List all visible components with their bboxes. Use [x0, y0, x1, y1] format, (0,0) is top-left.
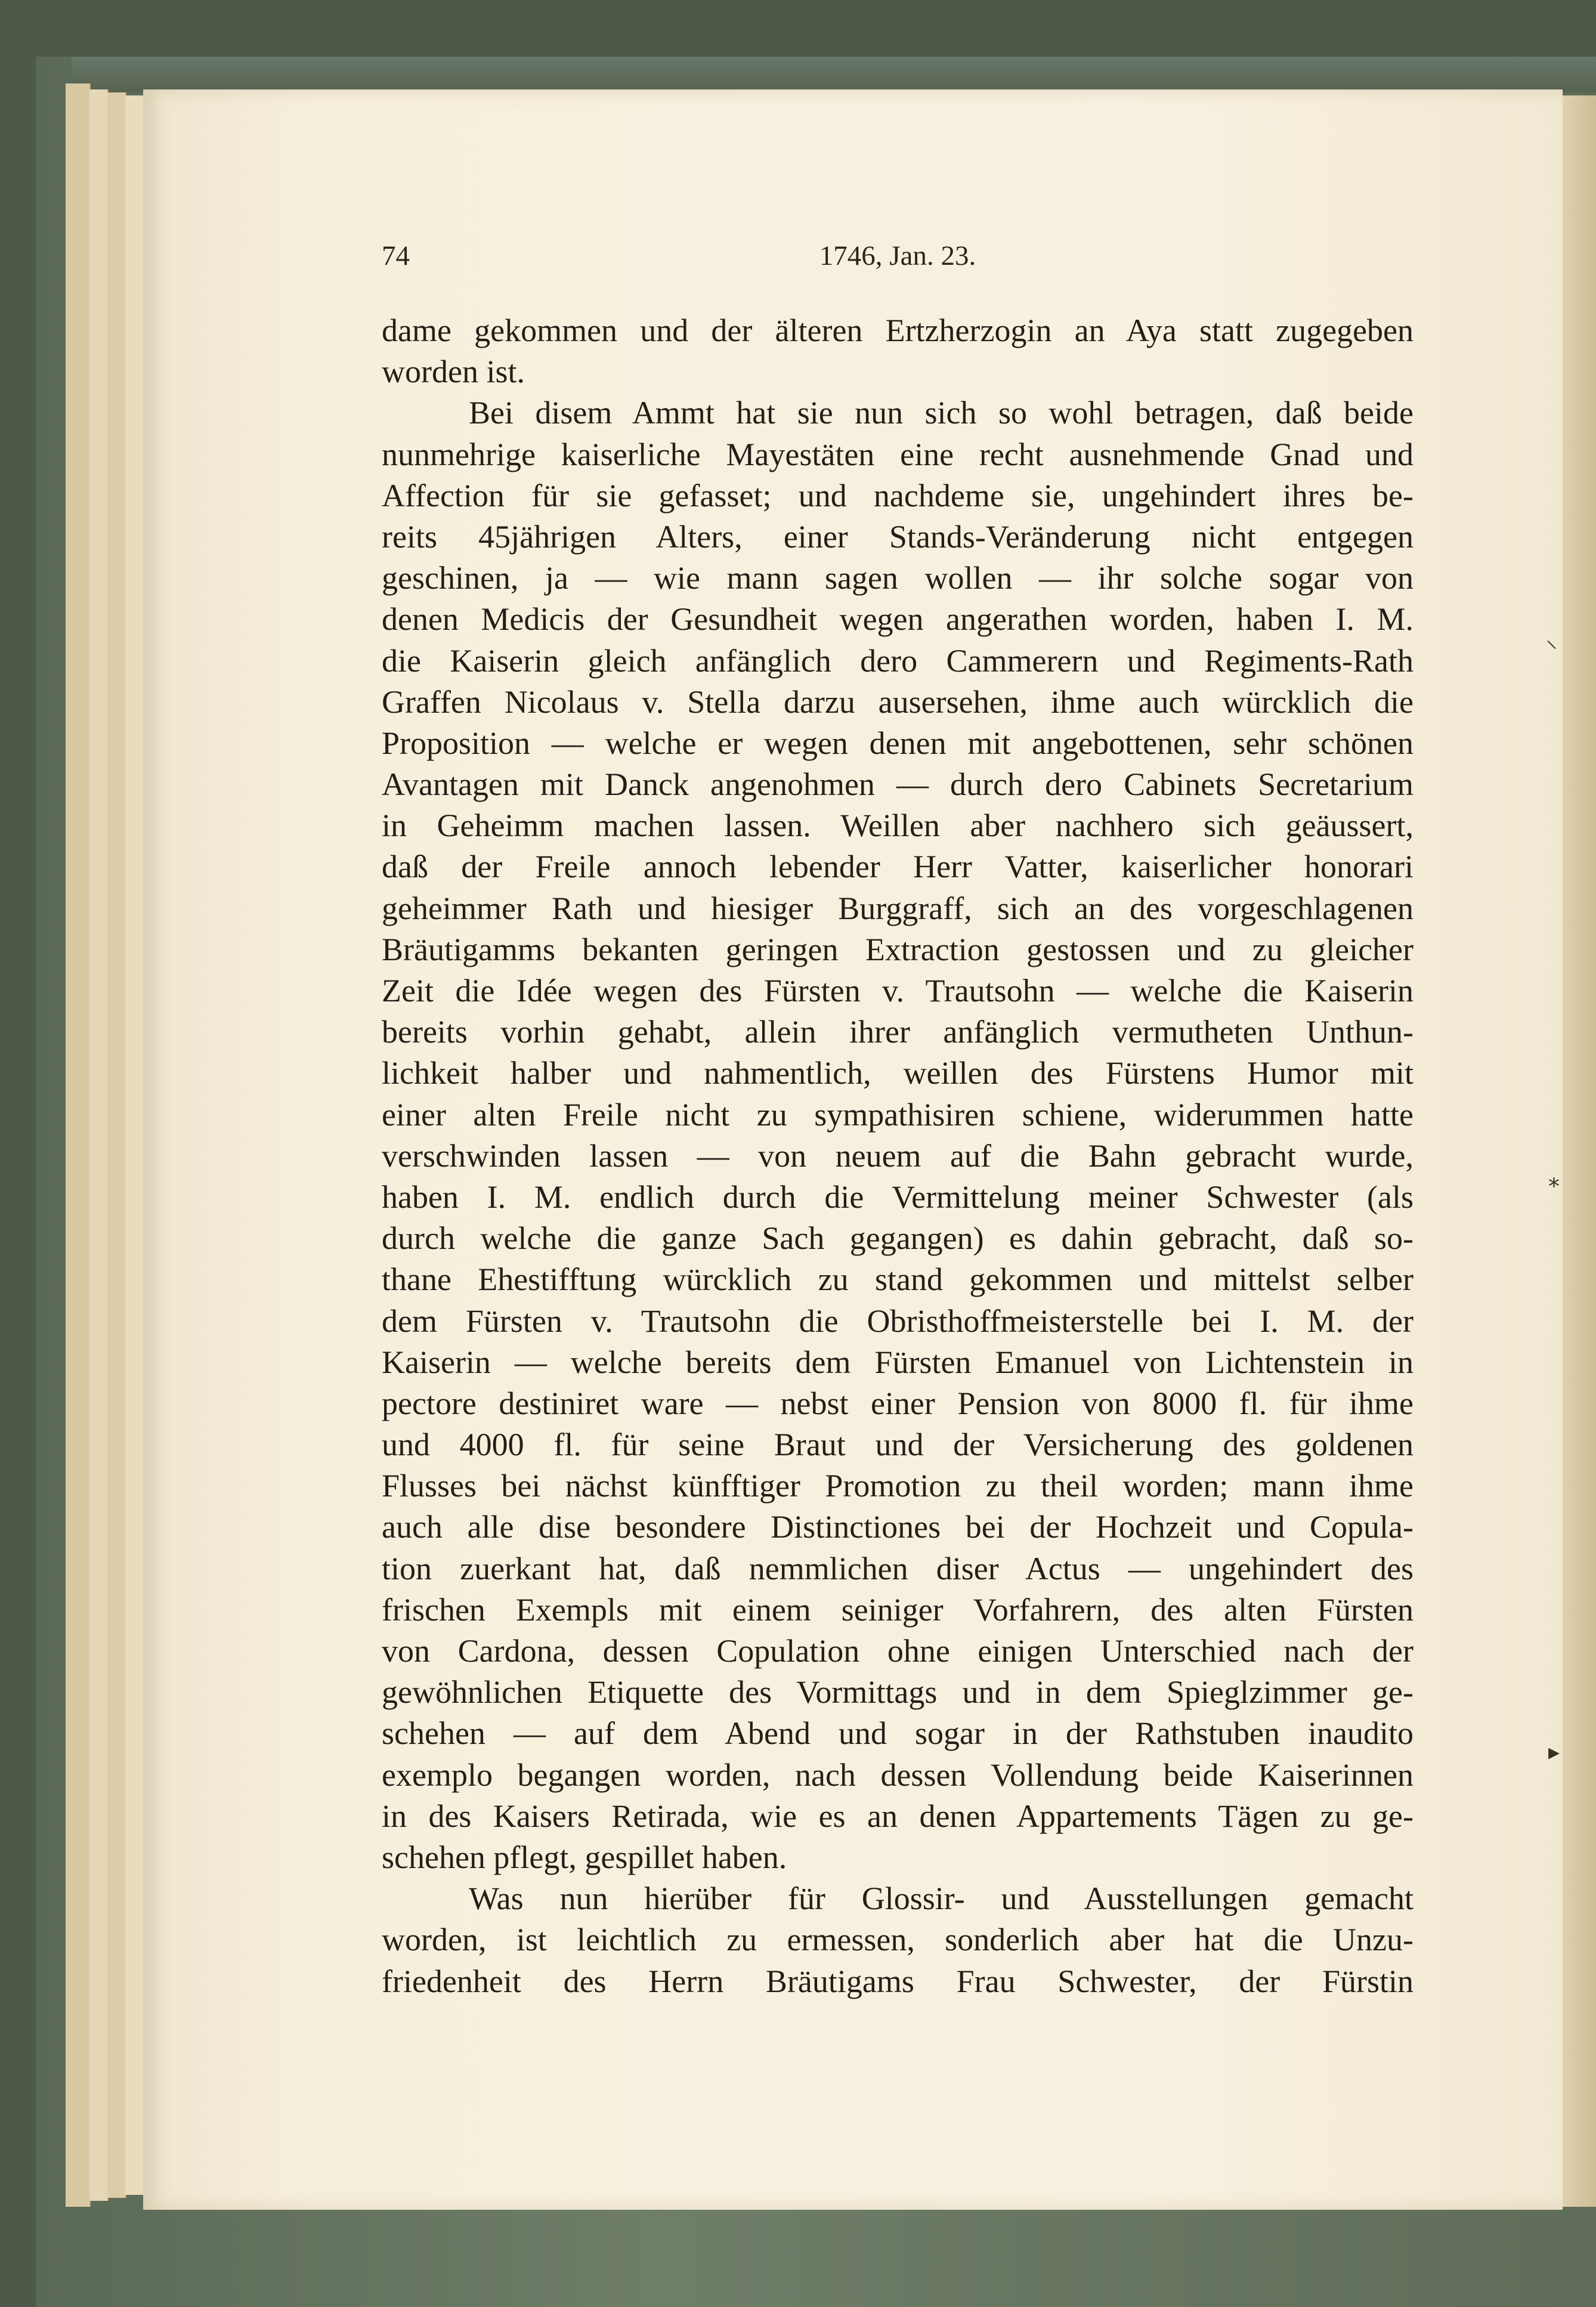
text-line: daß der Freile annoch lebender Herr Vatter, kaiserlicher honorari — [382, 849, 1413, 885]
text-line: und 4000 fl. für seine Braut und der Versicherung des goldenen — [382, 1427, 1413, 1463]
text-line: Bräutigamms bekanten geringen Extraction gestossen und zu gleicher — [382, 931, 1413, 967]
text-line: auch alle dise besondere Distinctiones bei der Hochzeit und Copula- — [382, 1509, 1413, 1545]
text-line: geschinen, ja — wie mann sagen wollen — ihr solche sogar von — [382, 560, 1413, 596]
margin-mark-icon: ⸜ — [1546, 627, 1558, 652]
page-edge — [89, 89, 109, 2201]
text-line: Zeit die Idée wegen des Fürsten v. Trautsohn — welche die Kaiserin — [382, 973, 1413, 1009]
text-line: Kaiserin — welche bereits dem Fürsten Emanuel von Lichtenstein in — [382, 1344, 1413, 1380]
text-line: Bei disem Ammt hat sie nun sich so wohl betragen, daß beide — [469, 395, 1413, 431]
text-line: einer alten Freile nicht zu sympathisiren schiene, widerummen hatte — [382, 1096, 1413, 1133]
body-text — [382, 310, 1413, 2002]
text-line: in Geheimm machen lassen. Weillen aber nachhero sich geäussert, — [382, 808, 1413, 844]
text-line: dem Fürsten v. Trautsohn die Obristhoffmeisterstelle bei I. M. der — [382, 1303, 1413, 1339]
text-line: Avantagen mit Danck angenohmen — durch dero Cabinets Secretarium — [382, 766, 1413, 803]
page-edge — [66, 84, 91, 2207]
book-cover-top — [72, 57, 1596, 92]
running-title: 1746, Jan. 23. — [819, 240, 976, 271]
text-line: lichkeit halber und nahmentlich, weillen des Fürstens Humor mit — [382, 1055, 1413, 1091]
text-line: durch welche die ganze Sach gegangen) es dahin gebracht, daß so- — [382, 1220, 1413, 1257]
margin-mark-icon: ▸ — [1548, 1740, 1560, 1765]
text-line: geheimmer Rath und hiesiger Burggraff, sich an des vorgeschlagenen — [382, 890, 1413, 926]
text-line: von Cardona, dessen Copulation ohne einigen Unterschied nach der — [382, 1633, 1413, 1669]
text-line: denen Medicis der Gesundheit wegen angerathen worden, haben I. M. — [382, 601, 1413, 638]
text-line: nunmehrige kaiserliche Mayestäten eine recht ausnehmende Gnad und — [382, 436, 1413, 472]
text-line: gewöhnlichen Etiquette des Vormittags und in dem Spieglzimmer ge- — [382, 1674, 1413, 1711]
page-edge — [107, 92, 126, 2198]
page-number: 74 — [382, 240, 410, 271]
page-edge — [125, 95, 144, 2195]
text-line: schehen — auf dem Abend und sogar in der Rathstuben inaudito — [382, 1715, 1413, 1752]
text-line: thane Ehestifftung würcklich zu stand gekommen und mittelst selber — [382, 1261, 1413, 1298]
text-line: verschwinden lassen — von neuem auf die Bahn gebracht wurde, — [382, 1137, 1413, 1174]
text-line: Was nun hierüber für Glossir- und Ausstellungen gemacht — [469, 1881, 1413, 1917]
text-line: tion zuerkant hat, daß nemmlichen diser Actus — ungehindert des — [382, 1550, 1413, 1587]
text-line: haben I. M. endlich durch die Vermittelung meiner Schwester (als — [382, 1179, 1413, 1215]
text-line: dame gekommen und der älteren Ertzherzogin an Aya statt zugegeben — [382, 313, 1413, 348]
text-line: schehen pflegt, gespillet haben. — [382, 1839, 787, 1875]
text-line: Graffen Nicolaus v. Stella darzu ausersehen, ihme auch würcklich die — [382, 684, 1413, 720]
text-line: friedenheit des Herrn Bräutigams Frau Schwester, der Fürstin — [382, 1963, 1413, 1999]
text-line: worden, ist leichtlich zu ermessen, sonderlich aber hat die Unzu- — [382, 1922, 1413, 1958]
text-line: die Kaiserin gleich anfänglich dero Cammerern und Regiments-Rath — [382, 642, 1413, 679]
text-line: frischen Exempls mit einem seiniger Vorfahrern, des alten Fürsten — [382, 1591, 1413, 1628]
text-line: exemplo begangen worden, nach dessen Vollendung beide Kaiserinnen — [382, 1756, 1413, 1793]
text-line: in des Kaisers Retirada, wie es an denen Appartements Tägen zu ge- — [382, 1798, 1413, 1834]
text-line: Flusses bei nächst künfftiger Promotion zu theil worden; mann ihme — [382, 1468, 1413, 1504]
text-line: Proposition — welche er wegen denen mit angebottenen, sehr schönen — [382, 725, 1413, 761]
margin-mark-icon: ⁎ — [1548, 1167, 1560, 1192]
text-line: Affection für sie gefasset; und nachdeme sie, ungehindert ihres be- — [382, 477, 1413, 514]
text-line: pectore destiniret ware — nebst einer Pension von 8000 fl. für ihme — [382, 1385, 1413, 1421]
page-header — [382, 240, 1413, 287]
text-line: reits 45jährigen Alters, einer Stands-Veränderung nicht entgegen — [382, 518, 1413, 555]
text-line: worden ist. — [382, 354, 525, 390]
text-line: bereits vorhin gehabt, allein ihrer anfänglich vermutheten Unthun- — [382, 1014, 1413, 1050]
